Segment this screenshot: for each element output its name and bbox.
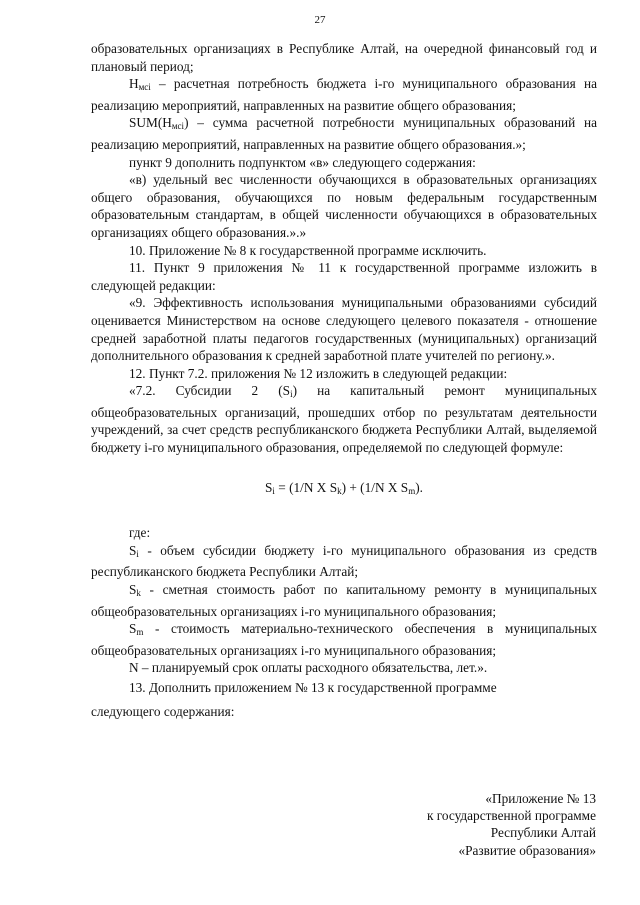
formula-sub-i: i: [272, 485, 275, 496]
formula-part1: = (1/N X S: [274, 479, 338, 495]
symbol-s: S: [129, 582, 137, 598]
appendix-line-1: «Приложение № 13: [485, 791, 596, 806]
paragraph-10: [91, 382, 597, 456]
formula-part2: ) + (1/N X S: [341, 479, 409, 495]
definition-text: - сметная стоимость работ по капитальному ремонту в муниципальных общеобразовательных организациях i-го муниципального образования;: [91, 582, 597, 619]
formula-part3: ).: [415, 479, 423, 495]
symbol-subscript: мсi: [138, 82, 151, 93]
paragraph-nmsi: [91, 75, 597, 114]
symbol-s: S: [129, 542, 137, 558]
formula-sub-m: m: [408, 485, 416, 496]
appendix-line-2: к государственной программе: [426, 808, 596, 824]
paragraph-text: – расчетная потребность бюджета i-го муниципального образования на реализацию мероприятий, направленных на развитие общего образования;: [91, 76, 597, 113]
formula: [91, 479, 597, 501]
paragraph-5: «в) удельный вес численности обучающихся в образовательных организациях общего образования, обучающихся по новым федеральным государственным образовательным стандартам, в общей численности обучающихся в образовательных организациях общего образования.».»: [91, 172, 597, 240]
definition-sk: [91, 581, 597, 620]
symbol-subscript: i: [136, 548, 139, 559]
paragraph-13-cont: следующего содержания:: [91, 703, 235, 719]
definition-n: N – планируемый срок оплаты расходного обязательства, лет.».: [129, 660, 488, 676]
formula-s: S: [265, 479, 273, 495]
definition-text: - объем субсидии бюджету i-го муниципального образования из средств республиканского бюджета Республики Алтай;: [91, 542, 597, 580]
appendix-heading: [427, 790, 596, 859]
symbol-sum: SUM(Н: [129, 115, 172, 131]
symbol-n: Н: [129, 76, 139, 92]
paragraph-text: ) на капитальный ремонт муниципальных общеобразовательных организаций, прошедших отбор по результатам деятельности учреждений, за счет средств республиканского бюджета Республики Алтай, выделяемой бюджету i-го муниципального образования, определяемой по следующей формуле:: [91, 383, 597, 456]
paragraph-8: «9. Эффективность использования муниципальными образованиями субсидий оценивается Министерством на основе следующего целевого показателя - отношение средней заработной платы педагогов государственных (муниципальных) организаций дополнительного образования к средней заработной плате учителей по региону.».: [91, 295, 597, 364]
definition-sm: [91, 620, 597, 659]
document-body: [91, 40, 597, 720]
paragraph-sum: [91, 114, 597, 153]
paragraph-9: 12. Пункт 7.2. приложения № 12 изложить в следующей редакции:: [129, 365, 508, 381]
definition-text: - стоимость материально-технического обеспечения в муниципальных общеобразовательных организациях i-го муниципального образования;: [91, 621, 597, 658]
symbol-subscript: k: [136, 588, 141, 599]
symbol-subscript: m: [136, 627, 144, 638]
paragraph-text: ) – сумма расчетной потребности муниципальных образований на реализацию мероприятий, направленных на развитие общего образования.»;: [91, 115, 597, 152]
definition-where: где:: [129, 525, 151, 541]
paragraph-13: 13. Дополнить приложением № 13 к государственной программе: [129, 680, 497, 695]
page-number: 27: [314, 14, 326, 26]
paragraph-1: образовательных организациях в Республике Алтай, на очередной финансовый год и плановый период;: [91, 41, 597, 74]
appendix-line-4: «Развитие образования»: [458, 842, 596, 858]
definition-si: [91, 542, 597, 581]
formula-sub-k: k: [337, 485, 342, 496]
symbol-s: S: [129, 621, 137, 637]
symbol-subscript: мсi: [171, 121, 185, 132]
paragraph-6: 10. Приложение № 8 к государственной программе исключить.: [129, 242, 487, 258]
paragraph-4: пункт 9 дополнить подпунктом «в» следующего содержания:: [129, 154, 476, 170]
paragraph-text: «7.2. Субсидии 2 (S: [129, 383, 291, 399]
symbol-subscript: i: [290, 389, 293, 400]
appendix-line-3: Республики Алтай: [490, 825, 596, 841]
paragraph-7: 11. Пункт 9 приложения № 11 к государственной программе изложить в следующей редакции:: [91, 260, 597, 293]
